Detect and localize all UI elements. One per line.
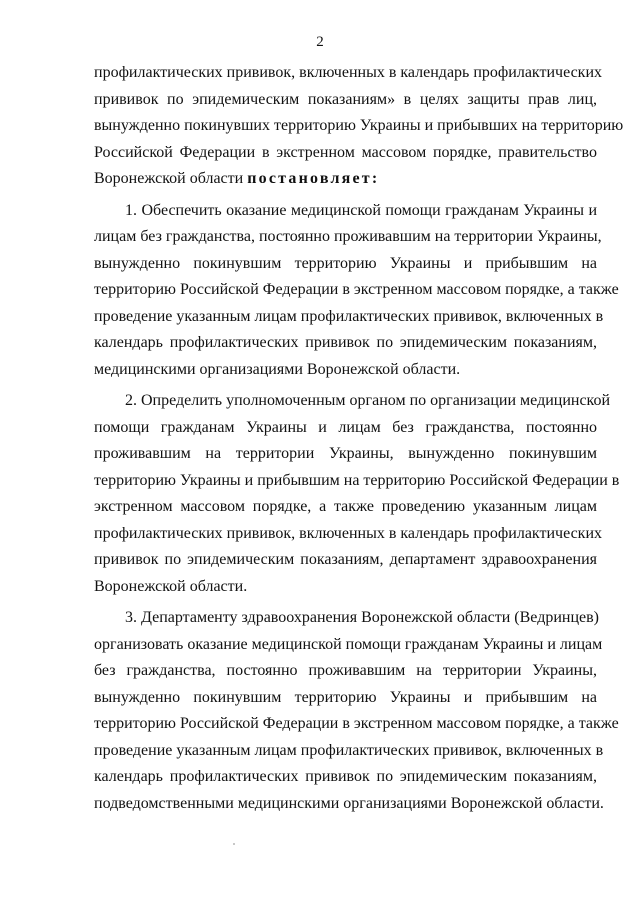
text-line: Воронежской области. <box>94 577 248 595</box>
text-line: лицам без гражданства, постоянно проживавшим на территории Украины, <box>94 228 602 245</box>
text-line: календарь профилактических прививок по эпидемическим показаниям, <box>94 334 597 351</box>
text-line: медицинскими организациями Воронежской области. <box>94 360 461 378</box>
text-line: 2. Определить уполномоченным органом по организации медицинской <box>125 392 611 409</box>
document-body <box>94 60 624 817</box>
text-line: 1. Обеспечить оказание медицинской помощи гражданам Украины и <box>125 201 597 219</box>
scan-speck <box>233 843 235 845</box>
text-line: вынужденно покинувшим территорию Украины и прибывшим на <box>94 254 597 272</box>
text-line: подведомственными медицинскими организациями Воронежской области. <box>94 794 604 812</box>
text-line: прививок по эпидемическим показаниям, департамент здравоохранения <box>94 551 597 568</box>
text-line: без гражданства, постоянно проживавшим на территории Украины, <box>94 662 597 679</box>
text-line: календарь профилактических прививок по эпидемическим показаниям, <box>94 768 597 785</box>
text-line: проживавшим на территории Украины, вынужденно покинувшим <box>94 445 597 462</box>
text-line: организовать оказание медицинской помощи гражданам Украины и лицам <box>94 635 603 653</box>
paragraph-3 <box>94 605 619 817</box>
text-line: проведение указанным лицам профилактических прививок, включенных в <box>94 307 604 325</box>
text-line: профилактических прививок, включенных в календарь профилактических <box>94 64 603 81</box>
text-line: территорию Украины и прибывшим на территорию Российской Федерации в <box>94 471 620 489</box>
text-line: вынужденно покинувших территорию Украины и прибывших на территорию <box>94 117 624 134</box>
resolves-word: постановляет: <box>247 170 380 187</box>
text-line: территорию Российской Федерации в экстренном массовом порядке, а также <box>94 281 619 298</box>
text-line: профилактических прививок, включенных в календарь профилактических <box>94 524 603 542</box>
text-line: вынужденно покинувшим территорию Украины и прибывшим на <box>94 688 597 706</box>
text-line: Российской Федерации в экстренном массовом порядке, правительство <box>94 143 597 161</box>
text-fragment: Воронежской области <box>94 170 248 187</box>
page-number: 2 <box>316 34 324 50</box>
text-line: проведение указанным лицам профилактических прививок, включенных в <box>94 741 604 759</box>
paragraph-2 <box>94 388 620 600</box>
intro-paragraph <box>94 60 624 193</box>
paragraph-1 <box>94 198 619 384</box>
text-line: помощи гражданам Украины и лицам без гражданства, постоянно <box>94 418 597 436</box>
text-line: 3. Департаменту здравоохранения Воронежской области (Ведринцев) <box>125 609 600 626</box>
text-line: территорию Российской Федерации в экстренном массовом порядке, а также <box>94 715 619 732</box>
text-line <box>94 166 597 193</box>
text-line: прививок по эпидемическим показаниям» в целях защиты прав лиц, <box>94 90 597 108</box>
text-line: экстренном массовом порядке, а также проведению указанным лицам <box>94 498 597 515</box>
